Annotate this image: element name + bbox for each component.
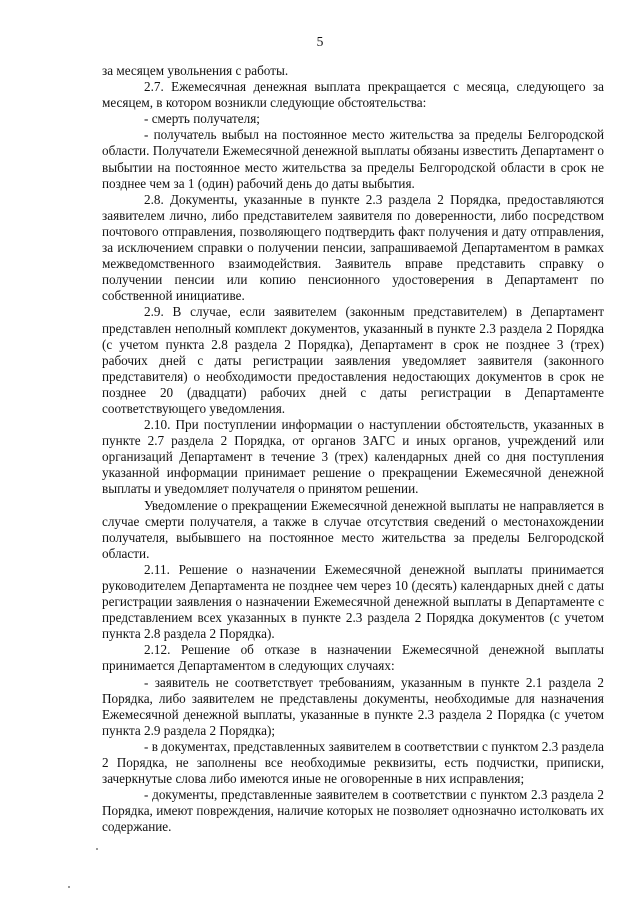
paragraph-2-8: 2.8. Документы, указанные в пункте 2.3 раздела 2 Порядка, предоставляются заявителем лично, либо представителем заявителя по доверенности, либо посредством почтового отправления, позволяющего подтвердить факт получения и дату отправления, за исключением справки о получении пенсии, запрашиваемой Департаментом в рамках межведомственного взаимодействия. Заявитель вправе представить справку о получении пенсии или копию пенсионного удостоверения в Департамент по собственной инициативе. [102,191,604,304]
list-item-incomplete-details: - в документах, представленных заявителем в соответствии с пунктом 2.3 раздела 2 Порядка, не заполнены все необходимые реквизиты, есть подчистки, приписки, зачеркнутые слова либо имеются иные не оговоренные в них исправления; [102,738,604,787]
list-item-requirements: - заявитель не соответствует требованиям, указанным в пункте 2.1 раздела 2 Порядка, либо заявителем не представлены документы, необходимые для назначения Ежемесячной денежной выплаты, указанные в пункте 2.3 раздела 2 Порядка (с учетом пункта 2.9 раздела 2 Порядка); [102,674,604,738]
paragraph-2-9: 2.9. В случае, если заявителем (законным представителем) в Департамент представлен неполный комплект документов, указанный в пункте 2.3 раздела 2 Порядка (с учетом пункта 2.8 раздела 2 Порядка), Департамент в срок не позднее 3 (трех) рабочих дней с даты регистрации заявления уведомляет заявителя (законного представителя) о необходимости предоставления недостающих документов в срок не позднее 20 (двадцати) рабочих дней с даты регистрации в Департаменте соответствующего уведомления. [102,304,604,416]
paragraph-2-10: 2.10. При поступлении информации о наступлении обстоятельств, указанных в пункте 2.7 раздела 2 Порядка, от органов ЗАГС и иных органов, учреждений или организаций Департамент в течение 3 (трех) календарных дней со дня поступления указанной информации принимает решение о прекращении Ежемесячной денежной выплаты и уведомляет получателя о принятом решении. [102,417,604,497]
list-item-damaged-documents: - документы, представленные заявителем в соответствии с пунктом 2.3 раздела 2 Порядка, имеют повреждения, наличие которых не позволяет однозначно истолковать их содержание. [102,787,604,835]
list-item-death: - смерть получателя; [144,111,260,127]
page-number: 5 [316,34,324,49]
scan-speck [96,848,98,850]
paragraph-2-11: 2.11. Решение о назначении Ежемесячной денежной выплаты принимается руководителем Департамента не позднее чем через 10 (десять) календарных дней с даты регистрации заявления о назначении Ежемесячной денежной выплаты в Департаменте с представлением всех указанных в пункте 2.3 раздела 2 Порядка документов (с учетом пункта 2.8 раздела 2 Порядка). [102,561,604,642]
document-body [102,63,604,836]
paragraph-continuation: за месяцем увольнения с работы. [102,63,289,78]
paragraph-2-12: 2.12. Решение об отказе в назначении Ежемесячной денежной выплаты принимается Департаментом в следующих случаях: [102,642,604,674]
scan-speck [68,886,70,888]
paragraph-notification: Уведомление о прекращении Ежемесячной денежной выплаты не направляется в случае смерти получателя, а также в случае отсутствия сведений о местонахождении получателя, выбывшего на постоянное место жительства за пределы Белгородской области. [102,497,604,561]
list-item-relocation: - получатель выбыл на постоянное место жительства за пределы Белгородской области. Получатели Ежемесячной денежной выплаты обязаны известить Департамент о выбытии на постоянное место жительства за пределы Белгородской области в срок не позднее чем за 1 (один) рабочий день до даты выбытия. [102,127,604,191]
paragraph-2-7: 2.7. Ежемесячная денежная выплата прекращается с месяца, следующего за месяцем, в котором возникли следующие обстоятельства: [102,79,604,111]
